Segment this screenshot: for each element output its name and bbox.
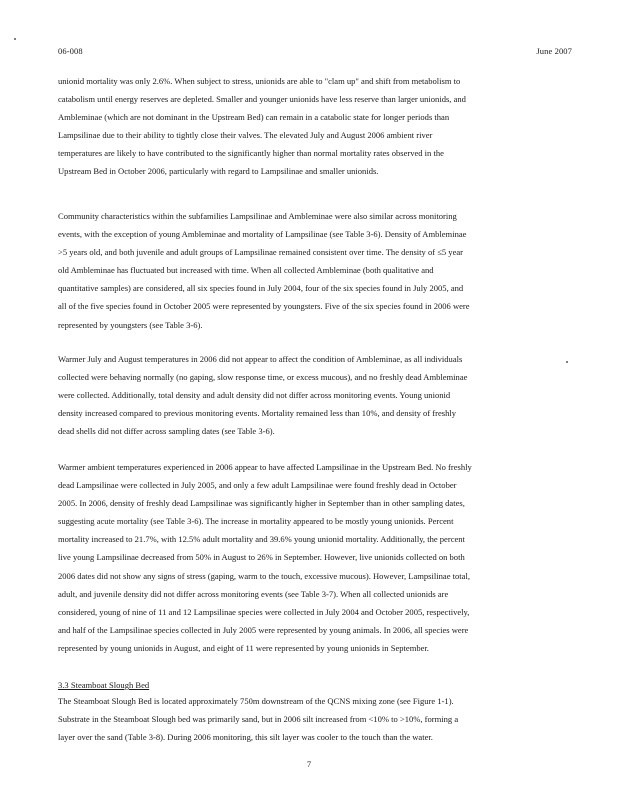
paragraph-4 — [58, 458, 572, 657]
text-line: dead shells did not differ across sampling dates (see Table 3-6). — [58, 426, 275, 437]
text-line: Upstream Bed in October 2006, particularly with regard to Lampsilinae and smaller unionids. — [58, 166, 379, 177]
text-line: catabolism until energy reserves are depleted. Smaller and younger unionids have less reserve than larger unionids, and — [58, 94, 466, 105]
text-line: Substrate in the Steamboat Slough bed was primarily sand, but in 2006 silt increased from <10% to >10%, forming a — [58, 714, 459, 725]
text-line: The Steamboat Slough Bed is located approximately 750m downstream of the QCNS mixing zone (see Figure 1-1). — [58, 696, 454, 706]
text-line: collected were behaving normally (no gaping, slow response time, or excess mucous), and no freshly dead Ambleminae — [58, 372, 468, 383]
text-line: adult, and juvenile density did not differ across monitoring events (see Table 3-7). When all collected unionids are — [58, 588, 449, 599]
header-date: June 2007 — [536, 46, 572, 56]
text-line: Community characteristics within the subfamilies Lampsilinae and Ambleminae were also similar across monitoring — [58, 211, 457, 221]
text-line: dead Lampsilinae were collected in July 2005, and only a few adult Lampsilinae were found freshly dead in October — [58, 480, 457, 491]
section-paragraph — [58, 692, 572, 746]
text-line: represented by young unionids in August, and eight of 11 were represented by young unionids in September. — [58, 642, 429, 653]
text-line: and half of the Lampsilinae species collected in July 2005 were represented by young animals. In 2006, all species were — [58, 624, 469, 635]
text-line: Ambleminae (which are not dominant in the Upstream Bed) can remain in a catabolic state for longer periods than — [58, 112, 450, 123]
text-line: temperatures are likely to have contributed to the significantly higher than normal mortality rates observed in the — [58, 148, 444, 159]
text-line: Lampsilinae due to their ability to tightly close their valves. The elevated July and August 2006 ambient river — [58, 130, 433, 141]
text-line: events, with the exception of young Ambleminae and mortality of Lampsilinae (see Table 3-6). Density of Ambleminae — [58, 229, 467, 240]
paragraph-1 — [58, 72, 572, 181]
text-line: Warmer July and August temperatures in 2006 did not appear to affect the condition of Ambleminae, as all individuals — [58, 354, 463, 364]
text-line: suggesting acute mortality (see Table 3-6). The increase in mortality appeared to be mostly young unionids. Percent — [58, 516, 454, 527]
text-line: mortality increased to 21.7%, with 12.5% adult mortality and 39.6% young unionid mortality. Additionally, the percent — [58, 534, 465, 545]
text-line: quantitative samples) are considered, all six species found in July 2004, four of the six species found in July 2005, and — [58, 283, 464, 294]
text-line: 2006 dates did not show any signs of stress (gaping, warm to the touch, excessive mucous). However, Lampsilinae total, — [58, 570, 470, 581]
text-line: 2005. In 2006, density of freshly dead Lampsilinae was significantly higher in September than in other sampling dates, — [58, 498, 465, 509]
text-line: Warmer ambient temperatures experienced in 2006 appear to have affected Lampsilinae in the Upstream Bed. No freshly — [58, 462, 472, 472]
text-line: represented by youngsters (see Table 3-6). — [58, 319, 203, 330]
text-line: old Ambleminae has fluctuated but increased with time. When all collected Ambleminae (both qualitative and — [58, 265, 434, 276]
paragraph-2 — [58, 207, 572, 334]
section-heading: 3.3 Steamboat Slough Bed — [58, 680, 150, 690]
text-line: were collected. Additionally, total density and adult density did not differ across monitoring events. Young unionid — [58, 390, 451, 401]
text-line: density increased compared to previous monitoring events. Mortality remained less than 10%, and density of freshly — [58, 408, 457, 419]
text-line: unionid mortality was only 2.6%. When subject to stress, unionids are able to "clam up" and shift from metabolism to — [58, 76, 461, 86]
scan-speck — [14, 38, 16, 40]
paragraph-3 — [58, 350, 572, 440]
text-line: all of the five species found in October 2005 were represented by youngsters. Five of the six species found in 2006 were — [58, 301, 470, 312]
page-number: 7 — [306, 759, 312, 769]
text-line: live young Lampsilinae decreased from 50% in August to 26% in September. However, live unionids collected on both — [58, 552, 465, 563]
text-line: considered, young of nine of 11 and 12 Lampsilinae species were collected in July 2004 and October 2005, respectively, — [58, 606, 470, 617]
text-line: >5 years old, and both juvenile and adult groups of Lampsilinae remained consistent over time. The density of ≤5 year — [58, 247, 464, 258]
text-line: layer over the sand (Table 3-8). During 2006 monitoring, this silt layer was cooler to the touch than the water. — [58, 732, 433, 743]
header-report-number: 06-008 — [58, 46, 83, 56]
